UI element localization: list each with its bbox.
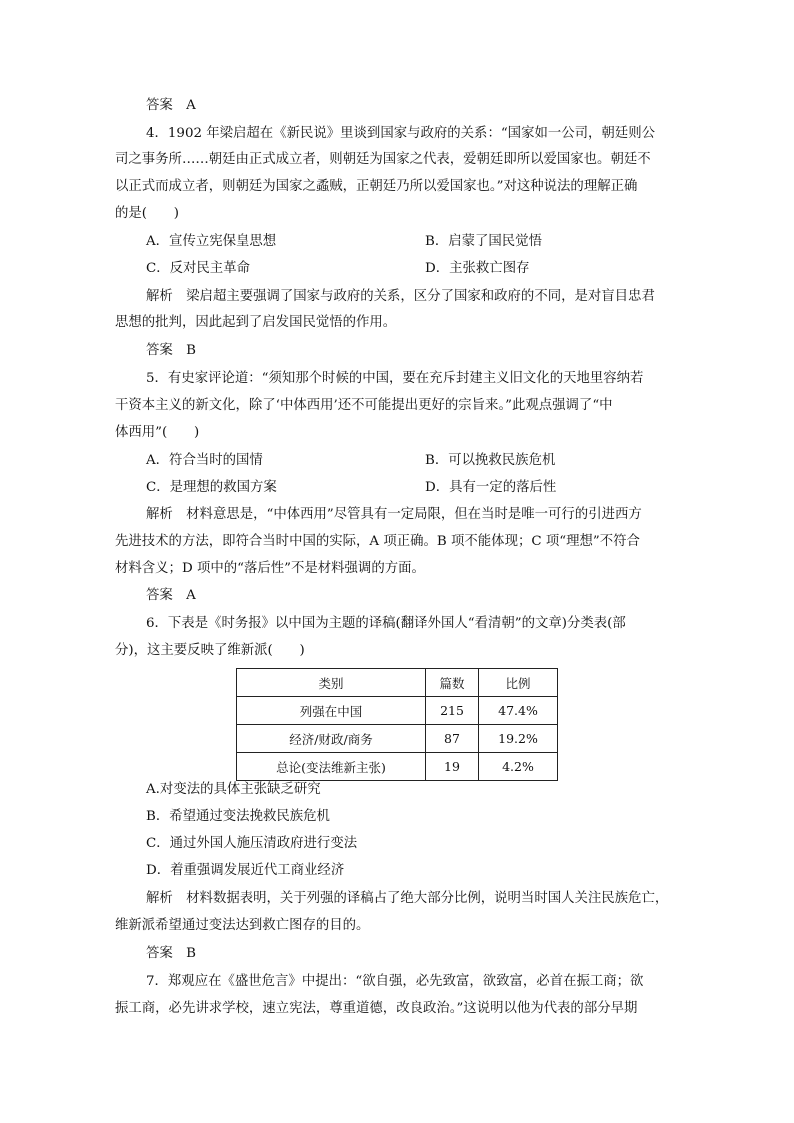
table-cell: 87 — [426, 725, 479, 753]
table-row — [237, 725, 558, 753]
analysis-6-line-1: 解析 材料数据表明，关于列强的译稿占了绝大部分比例，说明当时国人关注民族危亡， — [146, 891, 669, 906]
table-header-cell: 篇数 — [426, 669, 479, 697]
question-6-option-b: B．希望通过变法挽救民族危机 — [146, 809, 330, 824]
analysis-4-line-2: 思想的批判，因此起到了启发国民觉悟的作用。 — [115, 315, 397, 330]
table-cell: 215 — [426, 697, 479, 725]
analysis-4-line-1: 解析 梁启超主要强调了国家与政府的关系，区分了国家和政府的不同，是对盲目忠君 — [146, 289, 655, 304]
question-4-line-4: 的是( ) — [115, 206, 180, 221]
question-5-line-2: 干资本主义的新文化，除了‘中体西用’还不可能提出更好的宗旨来。”此观点强调了“中 — [115, 398, 613, 413]
question-5-option-c: C．是理想的救国方案 — [146, 480, 277, 495]
table-cell: 经济/财政/商务 — [237, 725, 426, 753]
question-6-option-a: A.对变法的具体主张缺乏研究 — [146, 782, 321, 797]
table-header-row — [237, 669, 558, 697]
question-4-option-c: C．反对民主革命 — [146, 261, 250, 276]
data-table — [236, 668, 558, 781]
question-5-line-1: 5．有史家评论道：“须知那个时候的中国，要在充斥封建主义旧文化的天地里容纳若 — [146, 371, 644, 386]
answer-3: 答案 A — [146, 98, 196, 113]
table-cell: 19 — [426, 753, 479, 781]
question-5-option-d: D．具有一定的落后性 — [425, 480, 557, 495]
analysis-5-line-1: 解析 材料意思是，“中体西用”尽管具有一定局限，但在当时是唯一可行的引进西方 — [146, 507, 642, 522]
table-cell: 47.4% — [479, 697, 558, 725]
question-6-line-1: 6．下表是《时务报》以中国为主题的译稿(翻译外国人“看清朝”的文章)分类表(部 — [146, 616, 626, 631]
table-cell: 总论(变法维新主张) — [237, 753, 426, 781]
table-header-cell: 比例 — [479, 669, 558, 697]
question-6-option-c: C．通过外国人施压清政府进行变法 — [146, 836, 358, 851]
analysis-5-line-3: 材料含义；D 项中的“落后性”不是材料强调的方面。 — [115, 561, 425, 576]
table-cell: 19.2% — [479, 725, 558, 753]
question-4-option-a: A．宣传立宪保皇思想 — [146, 234, 277, 249]
answer-4: 答案 B — [146, 343, 197, 358]
question-5-line-3: 体西用”( ) — [115, 425, 200, 440]
question-7-line-2: 振工商，必先讲求学校，速立宪法，尊重道德，改良政治。”这说明以他为代表的部分早期 — [115, 1001, 638, 1016]
table-cell: 列强在中国 — [237, 697, 426, 725]
answer-6: 答案 B — [146, 946, 197, 961]
question-6-line-2: 分)，这主要反映了维新派( ) — [115, 643, 305, 658]
question-5-option-b: B．可以挽救民族危机 — [425, 453, 556, 468]
question-7-line-1: 7．郑观应在《盛世危言》中提出：“欲自强，必先致富，欲致富，必首在振工商；欲 — [146, 974, 644, 989]
analysis-5-line-2: 先进技术的方法，即符合当时中国的实际，A 项正确。B 项不能体现；C 项“理想”不符合 — [115, 534, 640, 549]
question-4-line-2: 司之事务所……朝廷由正式成立者，则朝廷为国家之代表，爱朝廷即所以爱国家也。朝廷不 — [115, 152, 651, 167]
table-row — [237, 753, 558, 781]
question-4-line-1: 4．1902 年梁启超在《新民说》里谈到国家与政府的关系：“国家如一公司，朝廷则公 — [146, 126, 655, 141]
table-cell: 4.2% — [479, 753, 558, 781]
question-4-option-d: D．主张救亡图存 — [425, 261, 530, 276]
answer-5: 答案 A — [146, 588, 196, 603]
table-row — [237, 697, 558, 725]
question-4-option-b: B．启蒙了国民觉悟 — [425, 234, 542, 249]
analysis-6-line-2: 维新派希望通过变法达到救亡图存的目的。 — [115, 918, 370, 933]
table-header-cell: 类别 — [237, 669, 426, 697]
question-6-option-d: D．着重强调发展近代工商业经济 — [146, 863, 345, 878]
question-5-option-a: A．符合当时的国情 — [146, 453, 263, 468]
question-4-line-3: 以正式而成立者，则朝廷为国家之蟊贼，正朝廷乃所以爱国家也。”对这种说法的理解正确 — [115, 179, 638, 194]
